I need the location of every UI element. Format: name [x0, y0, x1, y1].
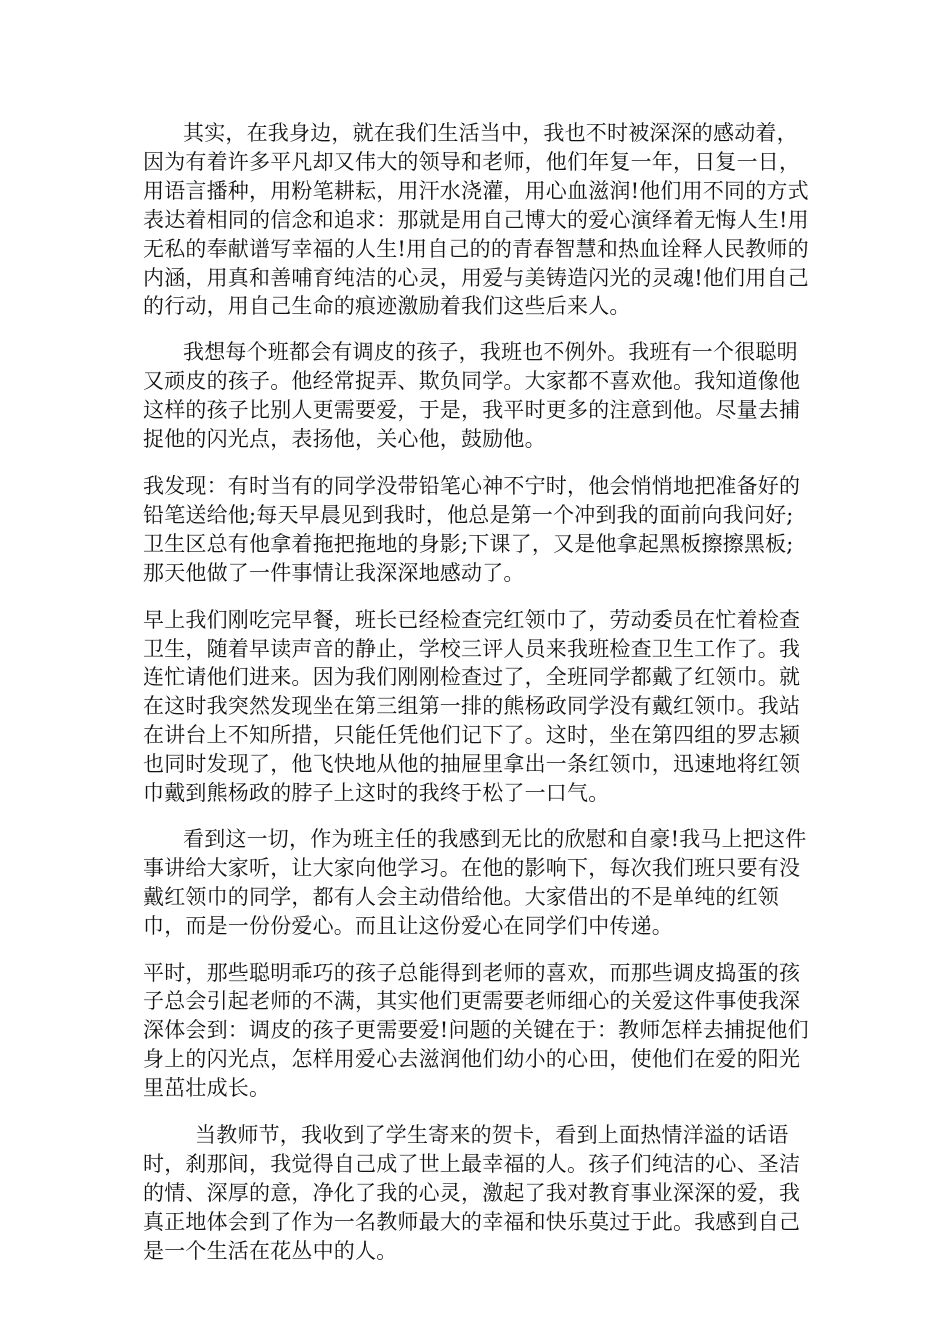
document-body [143, 119, 811, 1266]
paragraph-1: 其实，在我身边，就在我们生活当中，我也不时被深深的感动着，因为有着许多平凡却又伟大的领导和老师，他们年复一年，日复一日，用语言播种，用粉笔耕耘，用汗水浇灌，用心血滋润!他们用不同的方式表达着相同的信念和追求：那就是用自己博大的爱心演绎着无悔人生!用无私的奉献谱写幸福的人生!用自己的的青春智慧和热血诠释人民教师的内涵，用真和善哺育纯洁的心灵，用爱与美铸造闪光的灵魂!他们用自己的行动，用自己生命的痕迹激励着我们这些后来人。 [143, 121, 809, 319]
paragraph-5: 看到这一切，作为班主任的我感到无比的欣慰和自豪!我马上把这件事讲给大家听，让大家向他学习。在他的影响下，每次我们班只要有没戴红领巾的同学，都有人会主动借给他。大家借出的不是单纯的红领巾，而是一份份爱心。而且让这份爱心在同学们中传递。 [143, 826, 807, 938]
paragraph-7: 当教师节，我收到了学生寄来的贺卡，看到上面热情洋溢的话语时，刹那间，我觉得自己成了世上最幸福的人。孩子们纯洁的心、圣洁的情、深厚的意，净化了我的心灵，激起了我对教育事业深深的爱，我真正地体会到了作为一名教师最大的幸福和快乐莫过于此。我感到自己是一个生活在花丛中的人。 [143, 1123, 801, 1263]
paragraph-4: 早上我们刚吃完早餐，班长已经检查完红领巾了，劳动委员在忙着检查卫生，随着早读声音的静止，学校三评人员来我班检查卫生工作了。我连忙请他们进来。因为我们刚刚检查过了，全班同学都戴了红领巾。就在这时我突然发现坐在第三组第一排的熊杨政同学没有戴红领巾。我站在讲台上不知所措，只能任凭他们记下了。这时，坐在第四组的罗志颍也同时发现了，他飞快地从他的抽屉里拿出一条红领巾，迅速地将红领巾戴到熊杨政的脖子上这时的我终于松了一口气。 [143, 607, 801, 806]
paragraph-6: 平时，那些聪明乖巧的孩子总能得到老师的喜欢，而那些调皮捣蛋的孩子总会引起老师的不满，其实他们更需要老师细心的关爱这件事使我深深体会到：调皮的孩子更需要爱!问题的关键在于：教师怎样去捕捉他们身上的闪光点，怎样用爱心去滋润他们幼小的心田，使他们在爱的阳光里茁壮成长。 [143, 960, 809, 1101]
paragraph-2: 我想每个班都会有调皮的孩子，我班也不例外。我班有一个很聪明又顽皮的孩子。他经常捉弄、欺负同学。大家都不喜欢他。我知道像他这样的孩子比别人更需要爱，于是，我平时更多的注意到他。尽量去捕捉他的闪光点，表扬他，关心他，鼓励他。 [143, 340, 801, 452]
paragraph-3: 我发现：有时当有的同学没带铅笔心神不宁时，他会悄悄地把准备好的铅笔送给他;每天早晨见到我时，他总是第一个冲到我的面前向我问好;卫生区总有他拿着拖把拖地的身影;下课了，又是他拿起黑板擦擦黑板;那天他做了一件事情让我深深地感动了。 [143, 473, 801, 585]
